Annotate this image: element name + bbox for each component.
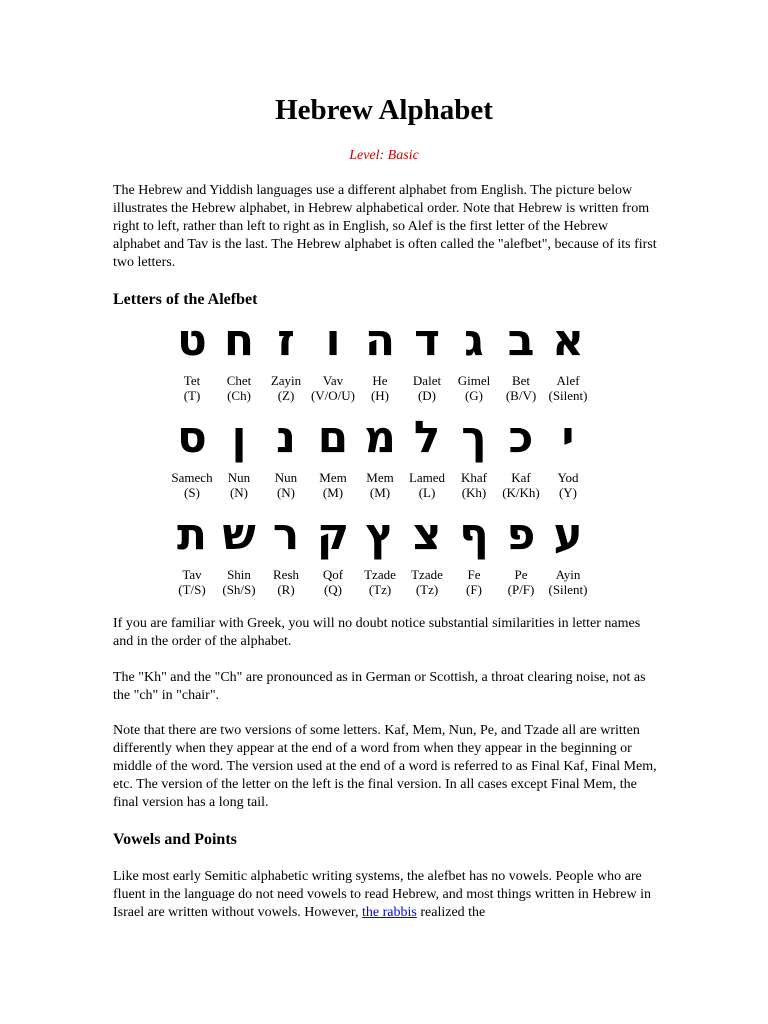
intro-paragraph: The Hebrew and Yiddish languages use a different alphabet from English. The picture below illustrates the Hebrew alphabet, in Hebrew alphabetical order. Note that Hebrew is written from right to left, rather than left to right as in English, so Alef is the first letter of the Hebrew alphabet and Tav is the last. The Hebrew alphabet is often called the "alefbet", because of its first two letters. — [113, 183, 657, 270]
hebrew-letter-glyph: ף — [459, 509, 489, 560]
letter-cell — [544, 509, 592, 597]
letter-transliteration: (L) — [418, 485, 436, 500]
letter-row — [168, 509, 592, 604]
letter-transliteration: (N) — [229, 485, 249, 500]
hebrew-letter-glyph: ך — [461, 412, 487, 463]
letter-cell — [450, 509, 498, 597]
letter-cell — [215, 509, 263, 597]
letter-transliteration: (R) — [277, 582, 295, 597]
hebrew-letter-glyph: כ — [508, 412, 534, 463]
vowels-paragraph — [113, 868, 658, 922]
hebrew-letter-glyph: נ — [276, 412, 296, 463]
hebrew-letter-glyph: ש — [222, 509, 256, 560]
hebrew-letter-glyph: ל — [413, 412, 441, 463]
letter-transliteration: (G) — [464, 388, 484, 403]
hebrew-letter-glyph: ג — [464, 315, 484, 366]
letter-cell — [356, 315, 404, 403]
letter-name: He — [372, 373, 388, 388]
letter-transliteration: (S) — [184, 485, 200, 500]
letter-cell — [215, 412, 263, 500]
letter-cell — [262, 315, 310, 403]
letter-cell — [356, 412, 404, 500]
hebrew-letter-glyph: ח — [223, 315, 255, 366]
letter-cell — [309, 412, 357, 500]
letter-transliteration: (Ch) — [227, 388, 251, 403]
kh-ch-paragraph: The "Kh" and the "Ch" are pronounced as in German or Scottish, a throat clearing noise, not as the "ch" in "chair". — [113, 670, 646, 703]
letter-name: Mem — [366, 470, 394, 485]
letter-transliteration: (T/S) — [178, 582, 206, 597]
vowels-text-end: realized the — [416, 905, 486, 920]
letter-cell — [262, 412, 310, 500]
letter-transliteration: (Sh/S) — [222, 582, 256, 597]
letter-cell — [168, 412, 216, 500]
letter-transliteration: (Silent) — [548, 388, 588, 403]
letter-transliteration: (P/F) — [507, 582, 535, 597]
hebrew-letter-glyph: מ — [364, 412, 396, 463]
letter-name: Tet — [183, 373, 201, 388]
greek-paragraph: If you are familiar with Greek, you will no doubt notice substantial similarities in letter names and in the order of the alphabet. — [113, 616, 641, 649]
letter-cell — [403, 509, 451, 597]
letter-transliteration: (Tz) — [415, 582, 439, 597]
letter-name: Bet — [511, 373, 531, 388]
letter-transliteration: (Z) — [277, 388, 295, 403]
hebrew-letter-glyph: ע — [553, 509, 583, 560]
letter-cell — [544, 412, 592, 500]
letter-name: Gimel — [457, 373, 491, 388]
letter-name: Chet — [226, 373, 252, 388]
final-letters-paragraph: Note that there are two versions of some letters. Kaf, Mem, Nun, Pe, and Tzade all are written differently when they appear at the end of a word from when they appear in the beginning or middle of the word. The version used at the end of a word is referred to as Final Kaf, Final Mem, etc. The version of the letter on the left is the final version. In all cases except Final Mem, the final version has a long tail. — [113, 723, 657, 810]
hebrew-letter-glyph: ת — [176, 509, 208, 560]
letter-name: Tzade — [364, 567, 396, 582]
hebrew-letter-glyph: י — [561, 412, 575, 463]
letter-name: Samech — [171, 470, 213, 485]
letter-transliteration: (N) — [276, 485, 296, 500]
letter-name: Khaf — [461, 470, 487, 485]
letter-transliteration: (M) — [369, 485, 391, 500]
letter-cell — [544, 315, 592, 403]
letter-name: Tav — [182, 567, 202, 582]
letter-cell — [168, 509, 216, 597]
letter-cell — [262, 509, 310, 597]
letter-transliteration: (Y) — [558, 485, 578, 500]
letter-cell — [450, 315, 498, 403]
letter-transliteration: (F) — [466, 582, 482, 597]
hebrew-letter-glyph: ה — [364, 315, 396, 366]
vowels-text-start: Like most early Semitic alphabetic writing systems, the alefbet has no vowels. People who are fluent in the language do not need vowels to read Hebrew, and most things written in Hebrew in Israel are written without vowels. However, — [113, 869, 651, 920]
letter-name: Resh — [273, 567, 299, 582]
alefbet-chart — [168, 315, 592, 610]
letter-cell — [403, 315, 451, 403]
letter-name: Alef — [556, 373, 580, 388]
letter-transliteration: (K/Kh) — [502, 485, 540, 500]
letter-transliteration: (Q) — [323, 582, 343, 597]
letter-name: Pe — [514, 567, 528, 582]
letter-name: Dalet — [412, 373, 442, 388]
letter-name: Ayin — [555, 567, 581, 582]
letter-name: Shin — [227, 567, 251, 582]
letters-heading: Letters of the Alefbet — [113, 291, 258, 308]
letter-cell — [309, 509, 357, 597]
hebrew-letter-glyph: ט — [177, 315, 207, 366]
hebrew-letter-glyph: ד — [414, 315, 440, 366]
letter-transliteration: (Silent) — [548, 582, 588, 597]
letter-cell — [215, 315, 263, 403]
letter-name: Mem — [319, 470, 347, 485]
letter-row — [168, 315, 592, 410]
hebrew-letter-glyph: ק — [316, 509, 350, 560]
hebrew-letter-glyph: ן — [231, 412, 247, 463]
hebrew-letter-glyph: א — [551, 315, 585, 366]
letter-transliteration: (V/O/U) — [310, 388, 356, 403]
letter-name: Nun — [274, 470, 298, 485]
hebrew-letter-glyph: ו — [325, 315, 341, 366]
letter-cell — [356, 509, 404, 597]
letter-name: Qof — [322, 567, 344, 582]
letter-cell — [497, 412, 545, 500]
hebrew-letter-glyph: ם — [317, 412, 349, 463]
letter-name: Vav — [322, 373, 344, 388]
letter-name: Nun — [227, 470, 251, 485]
hebrew-letter-glyph: ץ — [365, 509, 395, 560]
letter-name: Kaf — [511, 470, 531, 485]
letter-name: Fe — [467, 567, 481, 582]
letter-cell — [168, 315, 216, 403]
hebrew-letter-glyph: ס — [177, 412, 207, 463]
rabbis-link[interactable]: the rabbis — [362, 905, 417, 920]
letter-transliteration: (Tz) — [368, 582, 392, 597]
vowels-heading: Vowels and Points — [113, 831, 237, 848]
letter-cell — [450, 412, 498, 500]
letter-cell — [403, 412, 451, 500]
page-title: Hebrew Alphabet — [275, 94, 493, 126]
letter-cell — [309, 315, 357, 403]
hebrew-letter-glyph: פ — [506, 509, 536, 560]
level-label: Level: Basic — [349, 148, 419, 163]
letter-row — [168, 412, 592, 507]
letter-transliteration: (D) — [417, 388, 437, 403]
letter-transliteration: (M) — [322, 485, 344, 500]
letter-transliteration: (H) — [370, 388, 390, 403]
letter-name: Zayin — [270, 373, 302, 388]
letter-transliteration: (Kh) — [461, 485, 487, 500]
letter-cell — [497, 315, 545, 403]
letter-name: Tzade — [411, 567, 443, 582]
letter-name: Lamed — [408, 470, 446, 485]
hebrew-letter-glyph: ב — [507, 315, 535, 366]
letter-cell — [497, 509, 545, 597]
hebrew-letter-glyph: ר — [272, 509, 300, 560]
letter-transliteration: (B/V) — [505, 388, 537, 403]
hebrew-letter-glyph: ז — [277, 315, 295, 366]
hebrew-letter-glyph: צ — [412, 509, 442, 560]
letter-name: Yod — [557, 470, 579, 485]
letter-transliteration: (T) — [183, 388, 201, 403]
